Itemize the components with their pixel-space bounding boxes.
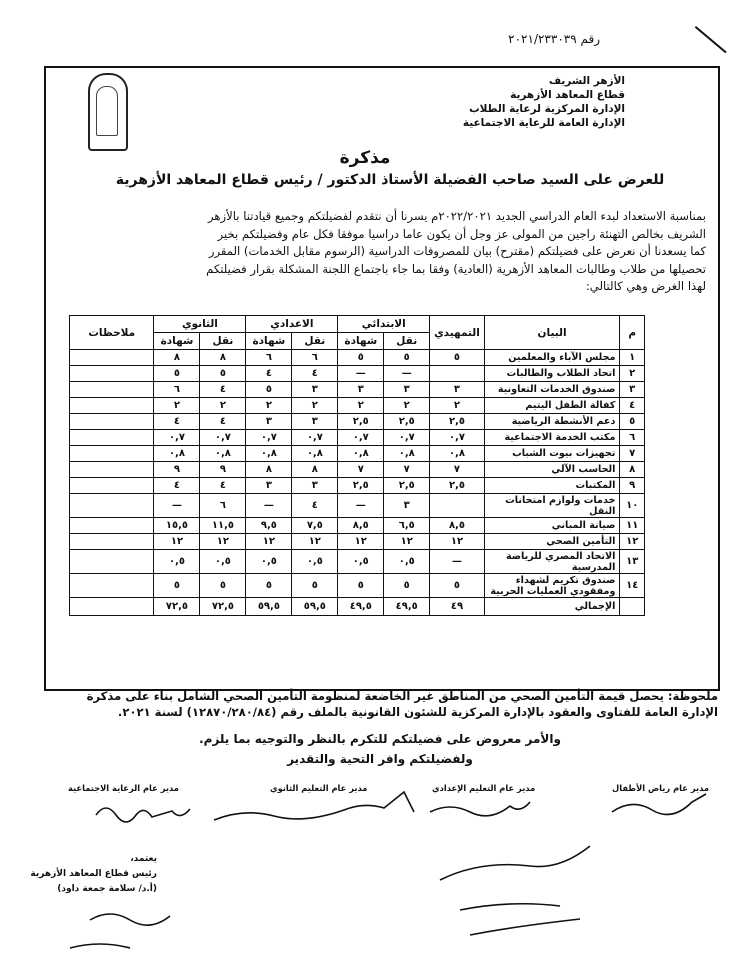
body-line: لهذا الغرض وهي كالتالي: xyxy=(585,279,706,294)
cell-m_t: ٦ xyxy=(292,350,338,366)
total-primary-certificate: ٤٩,٥ xyxy=(338,598,384,616)
total-primary-transfer: ٤٩,٥ xyxy=(384,598,430,616)
approval-title: رئيس قطاع المعاهد الأزهرية xyxy=(30,869,157,879)
cell-m_c: ٦ xyxy=(246,350,292,366)
cell-prep: ٥ xyxy=(430,350,485,366)
cell-p_c: ٢ xyxy=(338,398,384,414)
cell-s_t: ٥ xyxy=(200,366,246,382)
cell-p_t: — xyxy=(384,366,430,382)
cell-prep: ٣ xyxy=(430,382,485,398)
cell-no: ١٢ xyxy=(620,534,645,550)
cell-s_t: ٩ xyxy=(200,462,246,478)
col-header-number: م xyxy=(620,316,645,350)
cell-m_t: ٠,٧ xyxy=(292,430,338,446)
memo-title: مذكرة xyxy=(339,148,391,168)
cell-m_t: ٤ xyxy=(292,366,338,382)
col-header-kindergarten: التمهيدي xyxy=(430,316,485,350)
cell-p_c: ٢,٥ xyxy=(338,414,384,430)
cell-s_c: — xyxy=(154,494,200,518)
letterhead-line: الأزهر الشريف xyxy=(548,75,625,87)
cell-m_c: ٩,٥ xyxy=(246,518,292,534)
signature-preparatory xyxy=(430,802,530,816)
cell-s_t: ١١,٥ xyxy=(200,518,246,534)
cell-m_c: ٨ xyxy=(246,462,292,478)
cell-no: ٦ xyxy=(620,430,645,446)
cell-p_t: ٣ xyxy=(384,382,430,398)
footnote-line: الإدارة العامة للفتاوى والعقود بالإدارة المركزية للشئون القانونية بالملف رقم (١٢٨٧٠/٢٨٠/٨٤) لسنة ٢٠٢١. xyxy=(117,705,718,719)
cell-item: مكتب الخدمة الاجتماعية xyxy=(484,430,620,446)
cell-no: ٣ xyxy=(620,382,645,398)
cell-m_t: ٠,٨ xyxy=(292,446,338,462)
cell-s_t: ١٢ xyxy=(200,534,246,550)
cell-no: ٨ xyxy=(620,462,645,478)
cell-no: ٤ xyxy=(620,398,645,414)
reference-number: رقم ٢٠٢١/٢٣٣٠٣٩ xyxy=(508,32,600,46)
cell-m_c: ٣ xyxy=(246,414,292,430)
cell-s_t: ٦ xyxy=(200,494,246,518)
signatory-social-care: مدير عام الرعاية الاجتماعية xyxy=(68,783,179,793)
cell-m_t: ٣ xyxy=(292,414,338,430)
cell-no: ٢ xyxy=(620,366,645,382)
cell-s_c: ٥ xyxy=(154,574,200,598)
subheader-certificate: شهادة xyxy=(246,333,292,350)
cell-item: دعم الأنشطة الرياضية xyxy=(484,414,620,430)
signatory-secondary: مدير عام التعليم الثانوي xyxy=(270,783,368,793)
subheader-transfer: نقل xyxy=(200,333,246,350)
cell-p_t: ٣ xyxy=(384,494,430,518)
cell-item: اتحاد الطلاب والطالبات xyxy=(484,366,620,382)
cell-s_t: ٠,٥ xyxy=(200,550,246,574)
col-header-preparatory: الاعدادي xyxy=(246,316,338,333)
cell-m_c: ٥ xyxy=(246,574,292,598)
cell-m_c: ٠,٧ xyxy=(246,430,292,446)
cell-s_t: ٨ xyxy=(200,350,246,366)
cell-prep: ٥ xyxy=(430,574,485,598)
cell-m_c: ٤ xyxy=(246,366,292,382)
total-label: الإجمالي xyxy=(484,598,620,616)
subheader-certificate: شهادة xyxy=(154,333,200,350)
cell-no: ١٠ xyxy=(620,494,645,518)
cell-p_t: ١٢ xyxy=(384,534,430,550)
cell-item: كفالة الطفل اليتيم xyxy=(484,398,620,414)
cell-p_c: ٨,٥ xyxy=(338,518,384,534)
cell-s_c: ٨ xyxy=(154,350,200,366)
cell-no: ١٣ xyxy=(620,550,645,574)
cell-m_t: ٣ xyxy=(292,478,338,494)
subheader-transfer: نقل xyxy=(292,333,338,350)
cell-s_t: ٠,٨ xyxy=(200,446,246,462)
cell-item: المكتبات xyxy=(484,478,620,494)
cell-m_t: ٧,٥ xyxy=(292,518,338,534)
cell-s_c: ٤ xyxy=(154,478,200,494)
addressee-line: للعرض على السيد صاحب الفضيلة الأستاذ الدكتور / رئيس قطاع المعاهد الأزهرية xyxy=(115,172,665,188)
cell-s_t: ٤ xyxy=(200,382,246,398)
cell-no: ٩ xyxy=(620,478,645,494)
cell-s_t: ٠,٧ xyxy=(200,430,246,446)
approval-block xyxy=(30,852,157,897)
total-preparatory-certificate: ٥٩,٥ xyxy=(246,598,292,616)
cell-m_t: ٢ xyxy=(292,398,338,414)
cell-s_c: ٦ xyxy=(154,382,200,398)
cell-s_c: ٠,٧ xyxy=(154,430,200,446)
footnote-line: ملحوظة: يحصل قيمة التأمين الصحي من المناطق غير الخاضعة لمنظومة التأمين الصحي الشامل بناء على مذكرة xyxy=(86,689,718,703)
cell-prep: ٢ xyxy=(430,398,485,414)
body-line: بمناسبة الاستعداد لبدء العام الدراسي الجديد ٢٠٢٢/٢٠٢١م يسرنا أن نتقدم لفضيلتكم وجميع قيادتنا بالأزهر xyxy=(208,209,706,223)
handwritten-annotation xyxy=(440,846,590,935)
cell-s_c: ٠,٨ xyxy=(154,446,200,462)
cell-no: ١١ xyxy=(620,518,645,534)
cell-p_c: ٢,٥ xyxy=(338,478,384,494)
signatory-preparatory: مدير عام التعليم الإعدادي xyxy=(432,783,536,793)
letterhead-line: الإدارة المركزية لرعاية الطلاب xyxy=(469,103,625,115)
cell-prep: ٢,٥ xyxy=(430,414,485,430)
body-line: الشريف بخالص التهنئة راجين من المولى عز وجل أن يكون عاما دراسيا موفقا فكل عام وفضيلتكم بخير xyxy=(217,226,706,241)
cell-s_t: ٤ xyxy=(200,414,246,430)
body-line: تحصيلها من طلاب وطالبات المعاهد الأزهرية (العادية) وفقا بما جاء باجتماع اللجنة المشكلة بقرار فضيلتكم xyxy=(206,261,706,276)
cell-p_c: — xyxy=(338,494,384,518)
closing-line: والأمر معروض على فضيلتكم للتكرم بالنظر والتوجيه بما يلزم. xyxy=(199,732,561,746)
cell-p_c: ٥ xyxy=(338,350,384,366)
cell-item: الحاسب الآلي xyxy=(484,462,620,478)
cell-m_c: ٠,٨ xyxy=(246,446,292,462)
total-kindergarten: ٤٩ xyxy=(430,598,485,616)
cell-p_c: ٠,٨ xyxy=(338,446,384,462)
cell-p_c: ٠,٥ xyxy=(338,550,384,574)
cell-s_t: ٢ xyxy=(200,398,246,414)
signature-kindergarten xyxy=(612,794,706,815)
cell-p_c: ١٢ xyxy=(338,534,384,550)
signatory-kindergarten: مدير عام رياض الأطفال xyxy=(612,783,710,793)
col-header-secondary: الثانوي xyxy=(154,316,246,333)
subheader-certificate: شهادة xyxy=(338,333,384,350)
cell-p_t: ٦,٥ xyxy=(384,518,430,534)
cell-m_c: ٥ xyxy=(246,382,292,398)
cell-prep: ٠,٧ xyxy=(430,430,485,446)
col-header-notes: ملاحظات xyxy=(70,316,154,350)
cell-p_c: ٥ xyxy=(338,574,384,598)
cell-p_t: ٥ xyxy=(384,574,430,598)
col-header-item: البيان xyxy=(484,316,620,350)
signature-secondary xyxy=(214,792,414,820)
cell-p_t: ٠,٧ xyxy=(384,430,430,446)
subheader-transfer: نقل xyxy=(384,333,430,350)
cell-prep: ٨,٥ xyxy=(430,518,485,534)
cell-prep: ٠,٨ xyxy=(430,446,485,462)
cell-m_t: ٠,٥ xyxy=(292,550,338,574)
cell-p_t: ٢,٥ xyxy=(384,414,430,430)
cell-p_c: ٧ xyxy=(338,462,384,478)
cell-prep: — xyxy=(430,550,485,574)
total-secondary-certificate: ٧٢,٥ xyxy=(154,598,200,616)
cell-item: تجهيزات بيوت الشباب xyxy=(484,446,620,462)
cell-p_t: ٠,٨ xyxy=(384,446,430,462)
cell-s_t: ٤ xyxy=(200,478,246,494)
cell-s_c: ١٢ xyxy=(154,534,200,550)
cell-p_c: — xyxy=(338,366,384,382)
cell-m_t: ٤ xyxy=(292,494,338,518)
cell-p_t: ٧ xyxy=(384,462,430,478)
body-line: كما يسعدنا أن نعرض على فضيلتكم (مقترح) بيان للمصروفات الدراسية (الرسوم مقابل الخدمات) المقرر xyxy=(208,244,706,259)
cell-p_t: ٢ xyxy=(384,398,430,414)
cell-m_c: ٣ xyxy=(246,478,292,494)
cell-no: ٧ xyxy=(620,446,645,462)
col-header-primary: الابتدائي xyxy=(338,316,430,333)
cell-s_c: ٢ xyxy=(154,398,200,414)
cell-item: صندوق تكريم لشهداء ومفقودي العمليات الحربية xyxy=(484,574,620,598)
cell-m_t: ٥ xyxy=(292,574,338,598)
cell-s_t: ٥ xyxy=(200,574,246,598)
cell-s_c: ٥ xyxy=(154,366,200,382)
total-preparatory-transfer: ٥٩,٥ xyxy=(292,598,338,616)
approval-name: (أ.د/ سلامة جمعة داود) xyxy=(57,884,157,894)
cell-item: الاتحاد المصري للرياضة المدرسية xyxy=(484,550,620,574)
cell-s_c: ١٥,٥ xyxy=(154,518,200,534)
cell-p_t: ٥ xyxy=(384,350,430,366)
cell-p_t: ٢,٥ xyxy=(384,478,430,494)
cell-prep: ٧ xyxy=(430,462,485,478)
cell-p_c: ٣ xyxy=(338,382,384,398)
approval-label: يعتمد، xyxy=(130,854,157,864)
cell-item: مجلس الآباء والمعلمين xyxy=(484,350,620,366)
cell-s_c: ٩ xyxy=(154,462,200,478)
cell-no: ٥ xyxy=(620,414,645,430)
cell-p_c: ٠,٧ xyxy=(338,430,384,446)
signature-sector-head xyxy=(70,914,170,948)
cell-item: خدمات ولوازم امتحانات النقل xyxy=(484,494,620,518)
cell-p_t: ٠,٥ xyxy=(384,550,430,574)
cell-m_t: ١٢ xyxy=(292,534,338,550)
closing-line: ولفضيلتكم وافر التحية والتقدير xyxy=(287,752,473,766)
letterhead-line: قطاع المعاهد الأزهرية xyxy=(510,89,625,101)
cell-no: ١٤ xyxy=(620,574,645,598)
cell-item: صيانة المباني xyxy=(484,518,620,534)
cell-no: ١ xyxy=(620,350,645,366)
cell-item: التأمين الصحي xyxy=(484,534,620,550)
cell-m_c: — xyxy=(246,494,292,518)
cell-prep: ١٢ xyxy=(430,534,485,550)
cell-item: صندوق الخدمات التعاونية xyxy=(484,382,620,398)
cell-m_c: ١٢ xyxy=(246,534,292,550)
cell-s_c: ٤ xyxy=(154,414,200,430)
letterhead-line: الإدارة العامة للرعاية الاجتماعية xyxy=(462,117,625,129)
cell-m_t: ٣ xyxy=(292,382,338,398)
cell-s_c: ٠,٥ xyxy=(154,550,200,574)
cell-m_c: ٢ xyxy=(246,398,292,414)
total-secondary-transfer: ٧٢,٥ xyxy=(200,598,246,616)
cell-m_t: ٨ xyxy=(292,462,338,478)
cell-prep: ٢,٥ xyxy=(430,478,485,494)
signature-social-care xyxy=(96,808,190,822)
cell-m_c: ٠,٥ xyxy=(246,550,292,574)
